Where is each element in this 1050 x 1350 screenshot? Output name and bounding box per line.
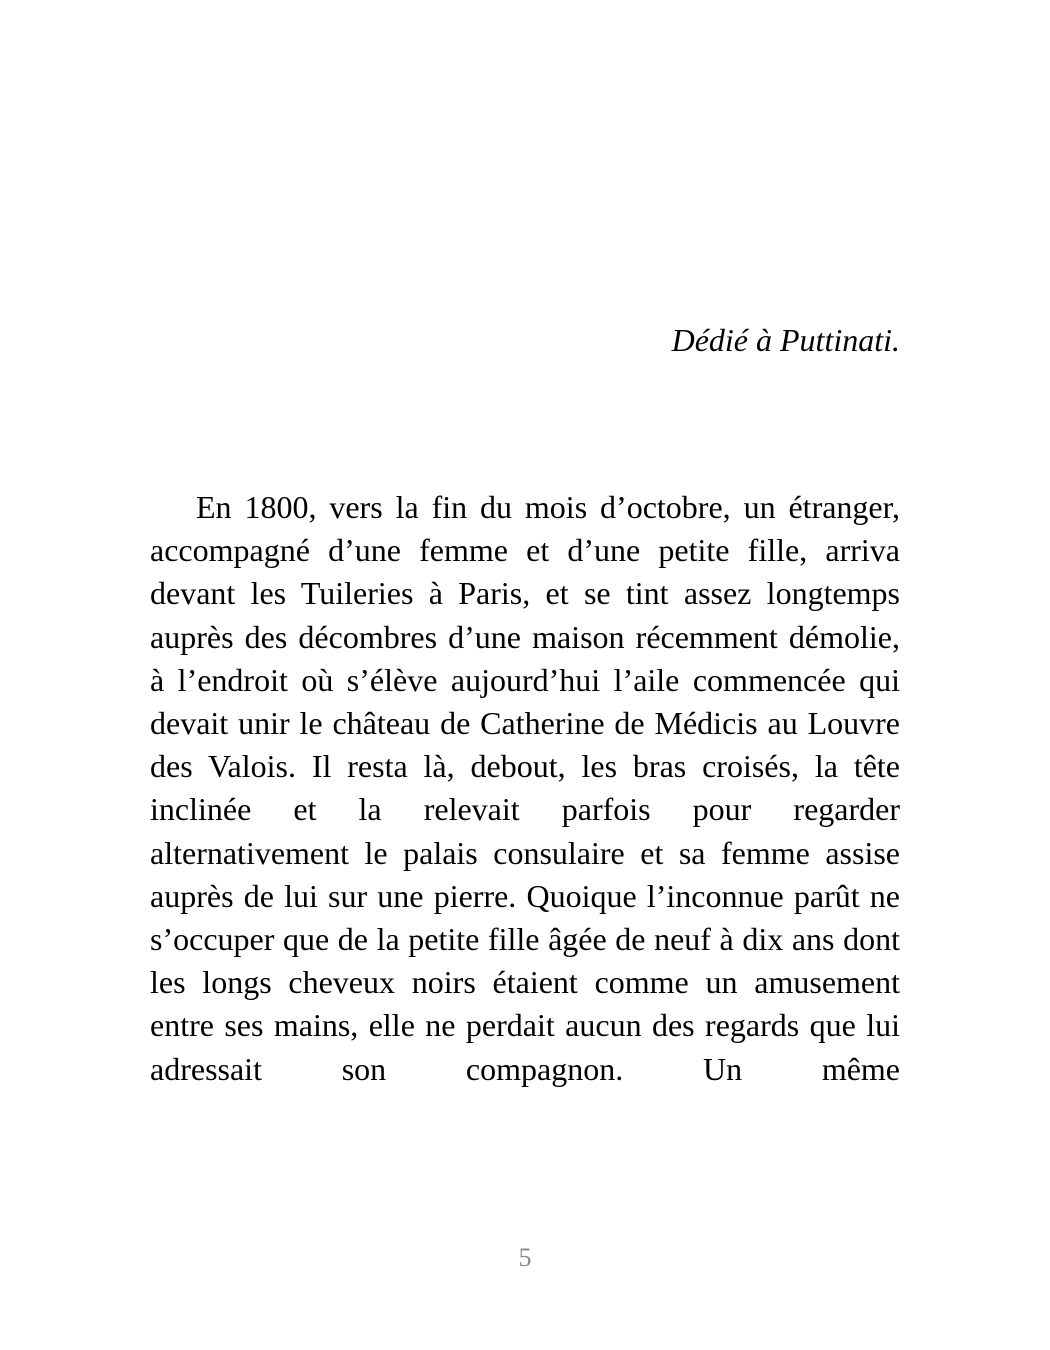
body-paragraph: En 1800, vers la fin du mois d’octobre, un étranger, accompagné d’une femme et d’une petite fille, arriva devant les Tuileries à Paris, et se tint assez longtemps auprès des décombres d’une maison récemment démolie, à l’endroit où s’élève aujourd’hui l’aile commencée qui devait unir le château de Catherine de Médicis au Louvre des Valois. Il resta là, debout, les bras croisés, la tête inclinée et la relevait parfois pour regarder alternativement le palais consulaire et sa femme assise auprès de lui sur une pierre. Quoique l’inconnue parût ne s’occuper que de la petite fille âgée de neuf à dix ans dont les longs cheveux noirs étaient comme un amusement entre ses mains, elle ne perdait aucun des regards que lui adressait son compagnon. Un même bbox=[150, 489, 900, 1087]
page-number: 5 bbox=[518, 1243, 532, 1272]
dedication: Dédié à Puttinati. bbox=[671, 322, 900, 358]
